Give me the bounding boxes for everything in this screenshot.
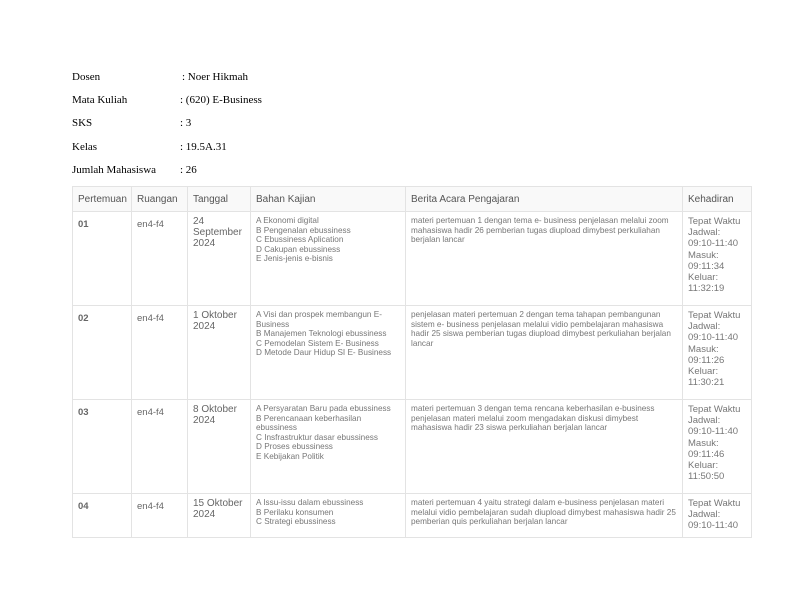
cell-kehadiran — [683, 494, 752, 538]
topic-item: B Pengenalan ebussiness — [256, 225, 351, 235]
topic-item: C Strategi ebussiness — [256, 517, 336, 527]
attendance-line: 09:11:46 — [688, 448, 725, 460]
topic-item: C Ebussiness Aplication — [256, 235, 344, 245]
table-header-row — [73, 187, 752, 212]
table-row — [73, 212, 752, 306]
cell-pertemuan: 02 — [73, 306, 132, 400]
attendance-line: Jadwal: — [688, 509, 721, 521]
table-row — [73, 494, 752, 538]
attendance-status: Tepat Waktu — [688, 404, 741, 415]
table-row — [73, 400, 752, 494]
info-value: : (620) E-Business — [180, 94, 262, 107]
topic-item: B Perencanaan keberhasilan ebussiness — [256, 413, 362, 433]
topic-item: A Persyaratan Baru pada ebussiness — [256, 404, 391, 413]
topic-item: B Manajemen Teknologi ebussiness — [256, 329, 387, 339]
header-bahan-kajian: Bahan Kajian — [251, 187, 406, 212]
cell-berita-acara: materi pertemuan 1 dengan tema e- business penjelasan melalui zoom mahasiswa hadir 26 pemberian tugas diupload dimybest perkuliahan berjalan lancar — [406, 212, 683, 306]
attendance-line: Jadwal: — [688, 321, 721, 333]
cell-pertemuan: 04 — [73, 494, 132, 538]
info-value: : 26 — [180, 163, 197, 176]
topic-item: C Insfrastruktur dasar ebussiness — [256, 432, 378, 442]
cell-ruangan: en4-f4 — [132, 494, 188, 538]
cell-bahan-kajian — [251, 494, 406, 538]
attendance-line: 11:50:50 — [688, 471, 725, 483]
attendance-line: 11:30:21 — [688, 377, 725, 389]
cell-ruangan: en4-f4 — [132, 306, 188, 400]
topic-item: E Jenis-jenis e-bisnis — [256, 254, 333, 264]
attendance-line: Jadwal: — [688, 415, 721, 427]
cell-tanggal: 8 Oktober 2024 — [188, 400, 251, 494]
header-tanggal: Tanggal — [188, 187, 251, 212]
cell-bahan-kajian — [251, 400, 406, 494]
cell-pertemuan: 03 — [73, 400, 132, 494]
attendance-line: Keluar: — [688, 460, 719, 472]
header-berita-acara: Berita Acara Pengajaran — [406, 187, 683, 212]
header-pertemuan: Pertemuan — [73, 187, 132, 212]
attendance-status: Tepat Waktu — [688, 216, 741, 227]
cell-kehadiran — [683, 306, 752, 400]
attendance-line: 11:32:19 — [688, 283, 725, 295]
info-label: Jumlah Mahasiswa — [72, 163, 157, 176]
topic-item: D Cakupan ebussiness — [256, 244, 341, 254]
cell-pertemuan: 01 — [73, 212, 132, 306]
attendance-line: 09:11:26 — [688, 354, 725, 366]
header-kehadiran: Kehadiran — [683, 187, 752, 212]
table-row — [73, 306, 752, 400]
attendance-line: 09:10-11:40 — [688, 520, 739, 532]
attendance-line: Masuk: — [688, 343, 719, 355]
cell-tanggal: 15 Oktober 2024 — [188, 494, 251, 538]
cell-tanggal: 1 Oktober 2024 — [188, 306, 251, 400]
cell-kehadiran — [683, 400, 752, 494]
cell-bahan-kajian — [251, 306, 406, 400]
cell-berita-acara: materi pertemuan 4 yaitu strategi dalam e-business penjelasan materi melalui vidio pembelajaran sudah diupload dimybest mahasiswa hadir 25 pemberian quis perkuliahan berjalan lancar — [406, 494, 683, 538]
info-label: Mata Kuliah — [72, 94, 128, 107]
attendance-line: Keluar: — [688, 272, 719, 284]
attendance-line: 09:11:34 — [688, 260, 725, 272]
header-ruangan: Ruangan — [132, 187, 188, 212]
attendance-line: 09:10-11:40 — [688, 332, 739, 344]
attendance-status: Tepat Waktu — [688, 310, 741, 321]
topic-item: A Ekonomi digital — [256, 216, 319, 225]
attendance-line: Jadwal: — [688, 227, 721, 239]
info-value: : Noer Hikmah — [182, 71, 248, 83]
cell-bahan-kajian — [251, 212, 406, 306]
topic-item: E Kebijakan Politik — [256, 451, 324, 461]
info-value: : 3 — [180, 117, 192, 130]
topic-item: D Proses ebussiness — [256, 442, 333, 452]
topic-item: C Pemodelan Sistem E- Business — [256, 338, 379, 348]
attendance-status: Tepat Waktu — [688, 498, 741, 509]
topic-item: D Metode Daur Hidup SI E- Business — [256, 348, 392, 358]
cell-berita-acara: materi pertemuan 3 dengan tema rencana keberhasilan e-business penjelasan materi melalui zoom mengadakan diskusi dimybest mahasiswa hadir 23 siswa perkuliahan berjalan lancar — [406, 400, 683, 494]
info-value: : 19.5A.31 — [180, 140, 227, 153]
attendance-line: Keluar: — [688, 366, 719, 378]
cell-ruangan: en4-f4 — [132, 400, 188, 494]
topic-item: B Perilaku konsumen — [256, 507, 334, 517]
attendance-line: Masuk: — [688, 249, 719, 261]
info-label: Dosen — [72, 71, 101, 83]
info-label: SKS — [72, 117, 93, 130]
topic-item: A Issu-issu dalam ebussiness — [256, 498, 364, 507]
attendance-line: 09:10-11:40 — [688, 426, 739, 438]
cell-tanggal: 24 September 2024 — [188, 212, 251, 306]
cell-kehadiran — [683, 212, 752, 306]
info-label: Kelas — [72, 140, 98, 153]
topic-item: A Visi dan prospek membangun E-Business — [256, 310, 382, 329]
cell-ruangan: en4-f4 — [132, 212, 188, 306]
attendance-table — [72, 186, 752, 538]
attendance-line: Masuk: — [688, 437, 719, 449]
attendance-line: 09:10-11:40 — [688, 238, 739, 250]
cell-berita-acara: penjelasan materi pertemuan 2 dengan tema tahapan pembangunan sistem e- business penjelasan melalui vidio pembelajaran mahasiswa hadir 25 siswa pemberian tugas diupload dimybest perkuliahan berjalan lancar — [406, 306, 683, 400]
